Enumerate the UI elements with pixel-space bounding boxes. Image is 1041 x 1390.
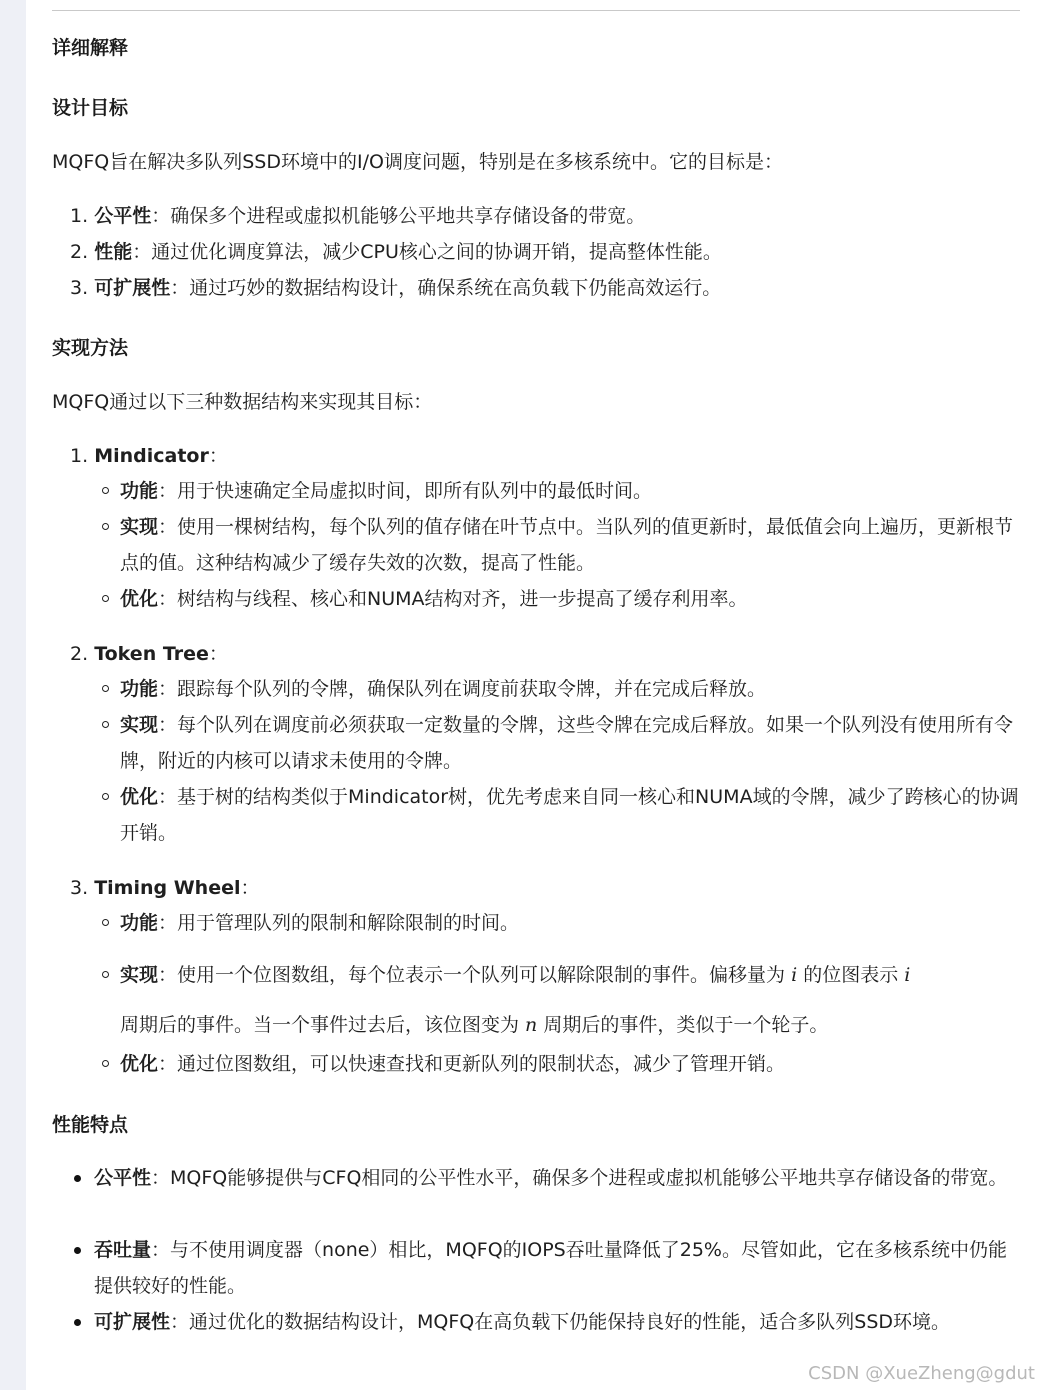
goal-term: 公平性 xyxy=(94,205,152,227)
circle-bullet-icon xyxy=(102,523,109,530)
structure-item xyxy=(70,876,260,900)
left-sidebar-strip xyxy=(0,0,26,1390)
heading-goals: 设计目标 xyxy=(52,97,129,119)
perf-item xyxy=(94,1232,1020,1304)
circle-bullet-icon xyxy=(102,919,109,926)
goal-item xyxy=(70,204,645,228)
sub-text: 树结构与线程、核心和NUMA结构对齐，进一步提高了缓存利用率。 xyxy=(177,588,748,610)
sub-text: 跟踪每个队列的令牌，确保队列在调度前获取令牌，并在完成后释放。 xyxy=(177,678,767,700)
circle-bullet-icon xyxy=(102,685,109,692)
divider xyxy=(52,10,1020,11)
list-number: 1. xyxy=(70,205,89,227)
perf-item xyxy=(94,1160,1020,1196)
sub-item xyxy=(120,707,1020,779)
bullet-dot-icon xyxy=(74,1247,81,1254)
structure-name: Token Tree xyxy=(94,643,209,665)
bullet-dot-icon xyxy=(74,1319,81,1326)
goal-term: 可扩展性 xyxy=(94,277,171,299)
separator: ： xyxy=(158,786,178,808)
sub-text: 基于树的结构类似于Mindicator树，优先考虑来自同一核心和NUMA域的令牌，减少了跨核心的协调开销。 xyxy=(120,786,1019,844)
csdn-watermark: CSDN @XueZheng@gdut xyxy=(808,1363,1035,1384)
separator: ： xyxy=(158,678,178,700)
sub-text: 的位图表示 xyxy=(797,964,905,986)
sub-text: 用于管理队列的限制和解除限制的时间。 xyxy=(177,912,520,934)
separator: ： xyxy=(151,205,171,227)
section-title: 详细解释 xyxy=(52,37,129,59)
sub-item xyxy=(120,1046,1020,1082)
perf-text: 通过优化的数据结构设计，MQFQ在高负载下仍能保持良好的性能，适合多队列SSD环境。 xyxy=(189,1311,951,1333)
perf-text: MQFQ能够提供与CFQ相同的公平性水平，确保多个进程或虚拟机能够公平地共享存储设备的带宽。 xyxy=(170,1167,1008,1189)
sub-term: 优化 xyxy=(120,588,159,610)
structure-item xyxy=(70,444,228,468)
separator: ： xyxy=(151,1239,171,1261)
sub-term: 优化 xyxy=(120,786,159,808)
circle-bullet-icon xyxy=(102,971,109,978)
separator: ： xyxy=(208,643,228,665)
heading-impl: 实现方法 xyxy=(52,337,129,359)
math-variable-i: i xyxy=(904,964,911,986)
list-number: 2. xyxy=(70,241,89,263)
separator: ： xyxy=(158,516,178,538)
separator: ： xyxy=(132,241,152,263)
sub-item xyxy=(120,671,1020,707)
perf-text: 与不使用调度器（none）相比，MQFQ的IOPS吞吐量降低了25%。尽管如此，它在多核系统中仍能提供较好的性能。 xyxy=(94,1239,1007,1297)
list-number: 2. xyxy=(70,643,89,665)
separator: ： xyxy=(158,714,178,736)
structure-item xyxy=(70,642,228,666)
structure-name: Timing Wheel xyxy=(94,877,241,899)
sub-term: 功能 xyxy=(120,480,159,502)
goal-term: 性能 xyxy=(94,241,133,263)
circle-bullet-icon xyxy=(102,487,109,494)
sub-term: 实现 xyxy=(120,516,159,538)
sub-text: 使用一棵树结构，每个队列的值存储在叶节点中。当队列的值更新时，最低值会向上遍历，更新根节点的值。这种结构减少了缓存失效的次数，提高了性能。 xyxy=(120,516,1014,574)
separator: ： xyxy=(208,445,228,467)
separator: ： xyxy=(158,964,178,986)
circle-bullet-icon xyxy=(102,595,109,602)
circle-bullet-icon xyxy=(102,721,109,728)
bullet-dot-icon xyxy=(74,1175,81,1182)
sub-item xyxy=(120,581,1020,617)
separator: ： xyxy=(158,912,178,934)
separator: ： xyxy=(240,877,260,899)
sub-text: 用于快速确定全局虚拟时间，即所有队列中的最低时间。 xyxy=(177,480,653,502)
sub-text: 使用一个位图数组，每个位表示一个队列可以解除限制的事件。偏移量为 xyxy=(177,964,792,986)
separator: ： xyxy=(170,277,190,299)
sub-term: 功能 xyxy=(120,912,159,934)
structure-name: Mindicator xyxy=(94,445,209,467)
list-number: 1. xyxy=(70,445,89,467)
list-number: 3. xyxy=(70,877,89,899)
perf-term: 公平性 xyxy=(94,1167,152,1189)
goal-text: 确保多个进程或虚拟机能够公平地共享存储设备的带宽。 xyxy=(170,205,646,227)
perf-item xyxy=(94,1304,1020,1340)
separator: ： xyxy=(158,1053,178,1075)
sub-item xyxy=(120,779,1020,851)
perf-term: 吞吐量 xyxy=(94,1239,152,1261)
sub-text: 周期后的事件。当一个事件过去后，该位图变为 xyxy=(120,1014,526,1036)
impl-intro: MQFQ通过以下三种数据结构来实现其目标： xyxy=(52,391,433,413)
math-variable-n: n xyxy=(525,1014,538,1036)
circle-bullet-icon xyxy=(102,793,109,800)
sub-item xyxy=(120,473,1020,509)
sub-term: 实现 xyxy=(120,714,159,736)
sub-item xyxy=(120,950,1020,1050)
sub-text: 通过位图数组，可以快速查找和更新队列的限制状态，减少了管理开销。 xyxy=(177,1053,786,1075)
sub-term: 实现 xyxy=(120,964,159,986)
goal-text: 通过巧妙的数据结构设计，确保系统在高负载下仍能高效运行。 xyxy=(189,277,722,299)
heading-perf: 性能特点 xyxy=(52,1114,129,1136)
separator: ： xyxy=(158,480,178,502)
math-variable-i: i xyxy=(791,964,798,986)
list-number: 3. xyxy=(70,277,89,299)
sub-term: 优化 xyxy=(120,1053,159,1075)
sub-item xyxy=(120,905,1020,941)
goal-item xyxy=(70,276,721,300)
goal-text: 通过优化调度算法，减少CPU核心之间的协调开销，提高整体性能。 xyxy=(151,241,722,263)
separator: ： xyxy=(158,588,178,610)
perf-term: 可扩展性 xyxy=(94,1311,171,1333)
sub-term: 功能 xyxy=(120,678,159,700)
separator: ： xyxy=(170,1311,190,1333)
sub-item xyxy=(120,509,1020,581)
sub-text: 每个队列在调度前必须获取一定数量的令牌，这些令牌在完成后释放。如果一个队列没有使用所有令牌，附近的内核可以请求未使用的令牌。 xyxy=(120,714,1014,772)
goal-item xyxy=(70,240,722,264)
separator: ： xyxy=(151,1167,171,1189)
circle-bullet-icon xyxy=(102,1060,109,1067)
sub-text: 周期后的事件，类似于一个轮子。 xyxy=(537,1014,829,1036)
goals-intro: MQFQ旨在解决多队列SSD环境中的I/O调度问题，特别是在多核系统中。它的目标是： xyxy=(52,151,783,173)
